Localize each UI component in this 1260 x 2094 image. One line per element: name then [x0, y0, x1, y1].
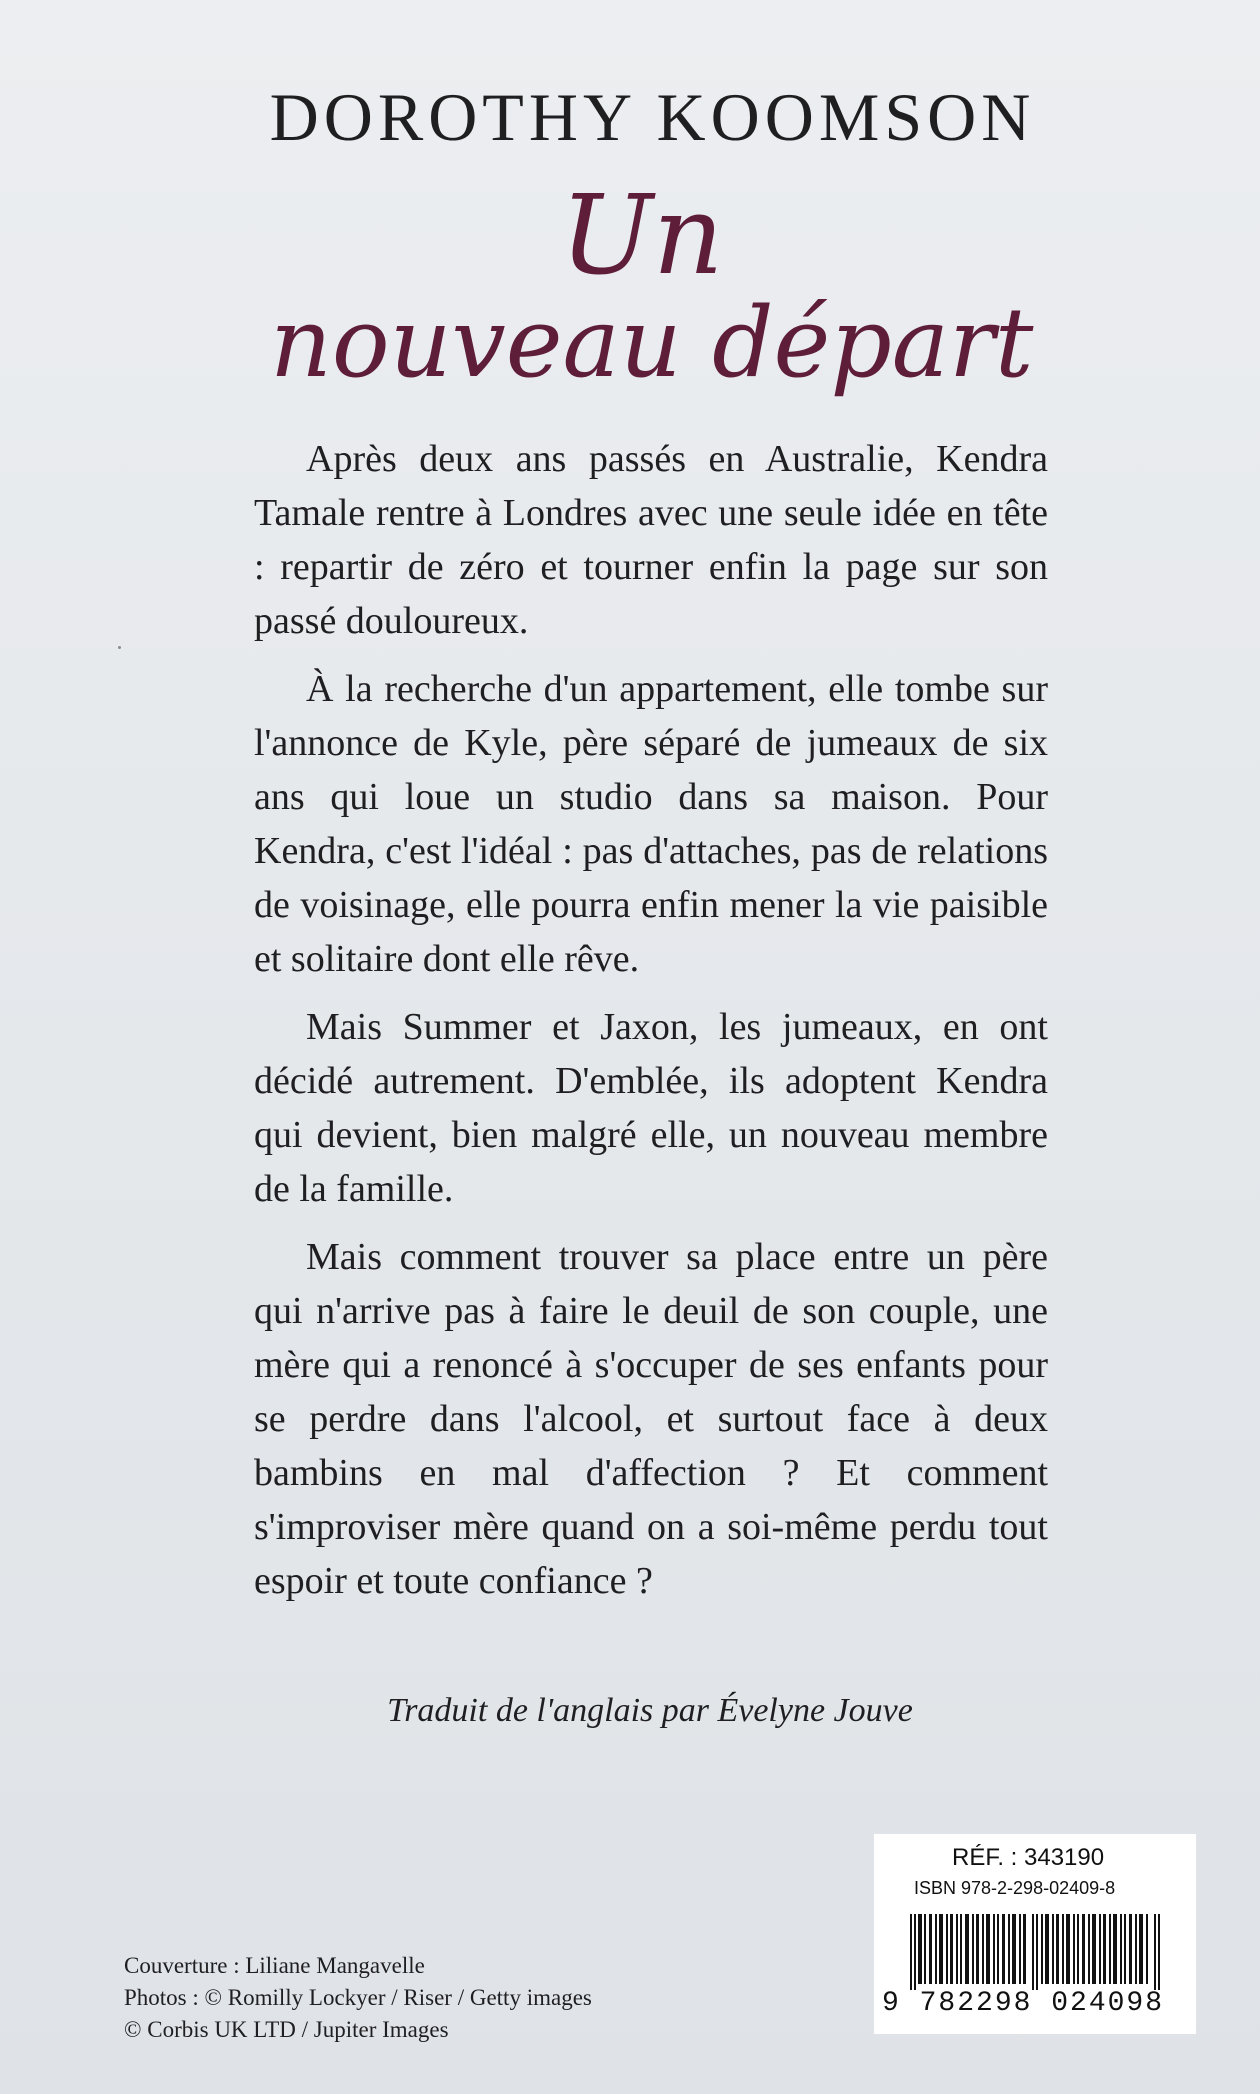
barcode-digits: 9 782298 024098 [882, 1988, 1165, 2019]
synopsis-paragraph: À la recherche d'un appartement, elle tombe sur l'annonce de Kyle, père séparé de jumeaux de six ans qui loue un studio dans sa maison. Pour Kendra, c'est l'idéal : pas d'attaches, pas de relations de voisinage, elle pourra enfin mener la vie paisible et solitaire dont elle rêve. [254, 668, 1048, 980]
barcode-icon [910, 1914, 1162, 1990]
image-credits [124, 1950, 592, 2046]
barcode-label [874, 1834, 1196, 2034]
synopsis-paragraph: Mais comment trouver sa place entre un père qui n'arrive pas à faire le deuil de son couple, une mère qui a renoncé à s'occuper de ses enfants pour se perdre dans l'alcool, et surtout face à deux bambins en mal d'affection ? Et comment s'improviser mère quand on a soi-même perdu tout espoir et toute confiance ? [254, 1236, 1048, 1602]
reference-number: RÉF. : 343190 [952, 1844, 1105, 1871]
isbn-number: ISBN 978-2-298-02409-8 [914, 1878, 1116, 1898]
cover-credit: Couverture : Liliane Mangavelle [124, 1953, 425, 1978]
synopsis-paragraph: Mais Summer et Jaxon, les jumeaux, en ont décidé autrement. D'emblée, ils adoptent Kendra qui devient, bien malgré elle, un nouveau membre de la famille. [254, 1006, 1048, 1210]
title-line-2: nouveau départ [270, 287, 1034, 399]
print-speck [118, 646, 121, 649]
translator-credit: Traduit de l'anglais par Évelyne Jouve [387, 1692, 913, 1729]
photos-credit: Photos : © Romilly Lockyer / Riser / Getty images [124, 1985, 592, 2010]
copyright-credit: © Corbis UK LTD / Jupiter Images [124, 2017, 449, 2042]
synopsis [254, 432, 1048, 1622]
author-name: DOROTHY KOOMSON [269, 79, 1036, 155]
title-line-1: Un [560, 171, 724, 299]
synopsis-paragraph: Après deux ans passés en Australie, Kendra Tamale rentre à Londres avec une seule idée en tête : repartir de zéro et tourner enfin la page sur son passé douloureux. [254, 438, 1048, 642]
